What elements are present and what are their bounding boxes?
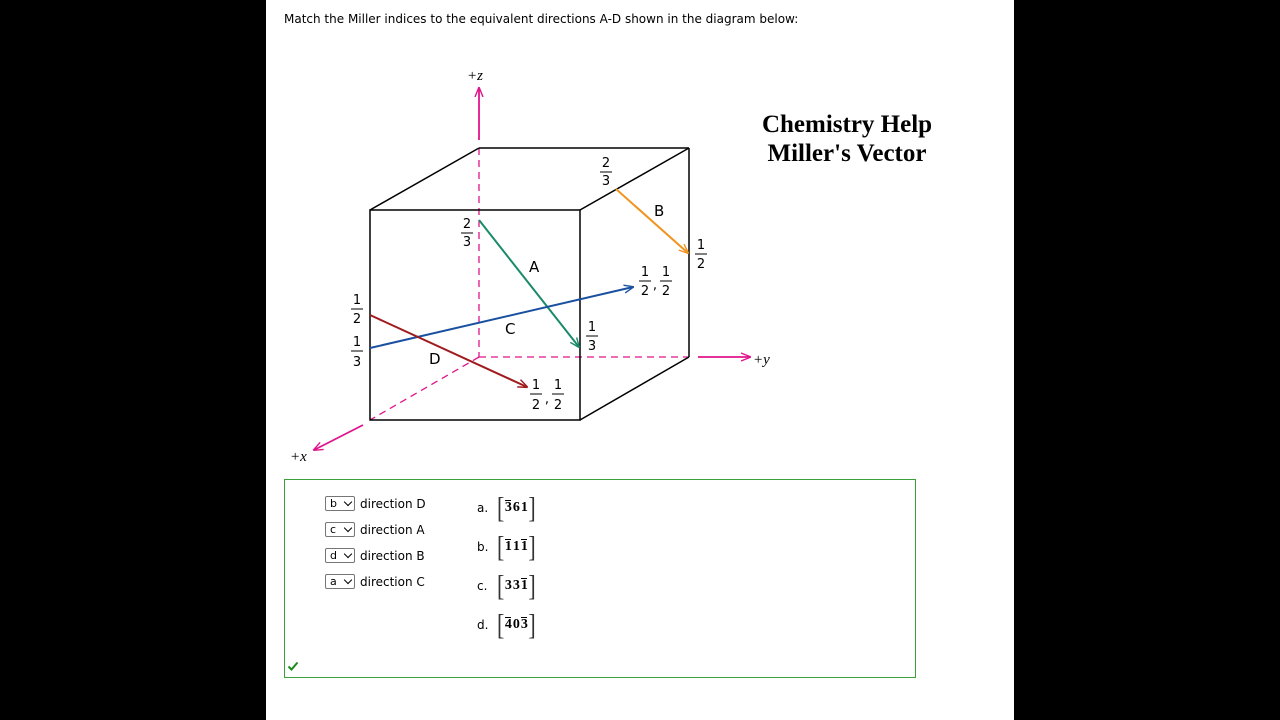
chevron-down-icon	[344, 524, 352, 532]
fraction-a-start	[461, 217, 473, 250]
match-select[interactable]: b	[325, 496, 355, 511]
fraction-a-end	[586, 320, 598, 354]
watermark	[746, 110, 948, 168]
chevron-down-icon	[344, 550, 352, 558]
match-select[interactable]: c	[325, 522, 355, 537]
svg-text:2: 2	[640, 284, 650, 299]
option-row	[477, 607, 536, 642]
fraction-d-end	[530, 378, 564, 413]
index-digit: 1	[520, 500, 528, 515]
miller-index: [ 4 0 3 ]	[497, 607, 536, 642]
index-digit: 4	[504, 617, 512, 632]
svg-text:1: 1	[531, 378, 541, 393]
chevron-down-icon	[344, 498, 352, 506]
option-row	[477, 568, 536, 603]
svg-text:3: 3	[352, 355, 362, 370]
svg-text:1: 1	[587, 320, 597, 335]
index-digit: 3	[512, 578, 520, 593]
match-row	[325, 496, 426, 511]
svg-text:2: 2	[696, 257, 706, 272]
svg-text:2: 2	[553, 398, 563, 413]
y-axis-label: +y	[753, 352, 770, 368]
miller-index: [ 3 3 1 ]	[497, 568, 536, 603]
fraction-c-start	[351, 335, 363, 370]
svg-text:1: 1	[352, 335, 362, 350]
label-A: A	[529, 258, 540, 276]
fraction-b-start	[600, 156, 612, 189]
check-icon	[287, 660, 299, 672]
match-row	[325, 548, 425, 563]
label-C: C	[505, 320, 516, 338]
svg-text:1: 1	[640, 265, 650, 280]
vector-D	[370, 315, 527, 387]
question-page	[266, 0, 1014, 720]
miller-index: [ 3 6 1 ]	[497, 490, 536, 525]
svg-text:3: 3	[587, 339, 597, 354]
chevron-down-icon	[344, 576, 352, 584]
svg-text:,: ,	[652, 278, 658, 293]
question-instruction: Match the Miller indices to the equivalent directions A-D shown in the diagram below:	[284, 12, 799, 26]
match-label: direction D	[360, 496, 426, 511]
svg-text:3: 3	[462, 235, 472, 250]
svg-text:1: 1	[352, 293, 362, 308]
index-digit: 1	[504, 539, 512, 554]
option-letter: b.	[477, 540, 489, 554]
miller-diagram	[266, 0, 1014, 480]
hidden-edge-x	[370, 357, 479, 420]
svg-text:2: 2	[601, 156, 611, 171]
option-row	[477, 490, 536, 525]
fraction-b-end	[695, 238, 707, 272]
svg-text:1: 1	[696, 238, 706, 253]
svg-text:2: 2	[531, 398, 541, 413]
match-row	[325, 574, 425, 589]
index-digit: 1	[520, 539, 528, 554]
index-digit: 3	[520, 617, 528, 632]
x-axis-label: +x	[290, 449, 307, 465]
match-label: direction B	[360, 548, 425, 563]
match-label: direction A	[360, 522, 425, 537]
svg-text:1: 1	[553, 378, 563, 393]
index-digit: 1	[512, 539, 520, 554]
match-label: direction C	[360, 574, 425, 589]
index-digit: 3	[504, 500, 512, 515]
watermark-line1: Chemistry Help	[761, 111, 933, 138]
z-axis-label: +z	[467, 68, 483, 84]
label-D: D	[429, 350, 441, 368]
answer-box	[284, 479, 916, 678]
vector-B	[616, 189, 688, 253]
svg-text:3: 3	[601, 174, 611, 189]
fraction-c-end	[639, 265, 672, 299]
label-B: B	[654, 202, 665, 220]
option-letter: d.	[477, 618, 489, 632]
option-letter: a.	[477, 501, 489, 515]
watermark-line2: Miller's Vector	[767, 140, 927, 167]
match-select[interactable]: a	[325, 574, 355, 589]
option-letter: c.	[477, 579, 488, 593]
fraction-d-start	[351, 293, 363, 327]
svg-text:,: ,	[544, 392, 550, 407]
svg-text:2: 2	[462, 217, 472, 232]
index-digit: 1	[520, 578, 528, 593]
index-digit: 3	[504, 578, 512, 593]
index-digit: 6	[512, 500, 520, 515]
vector-A	[479, 220, 579, 347]
match-row	[325, 522, 425, 537]
x-axis	[314, 425, 363, 450]
index-digit: 0	[512, 617, 520, 632]
miller-index: [ 1 1 1 ]	[497, 529, 536, 564]
svg-text:1: 1	[661, 265, 671, 280]
svg-text:2: 2	[661, 284, 671, 299]
svg-text:2: 2	[352, 312, 362, 327]
match-select[interactable]: d	[325, 548, 355, 563]
option-row	[477, 529, 536, 564]
